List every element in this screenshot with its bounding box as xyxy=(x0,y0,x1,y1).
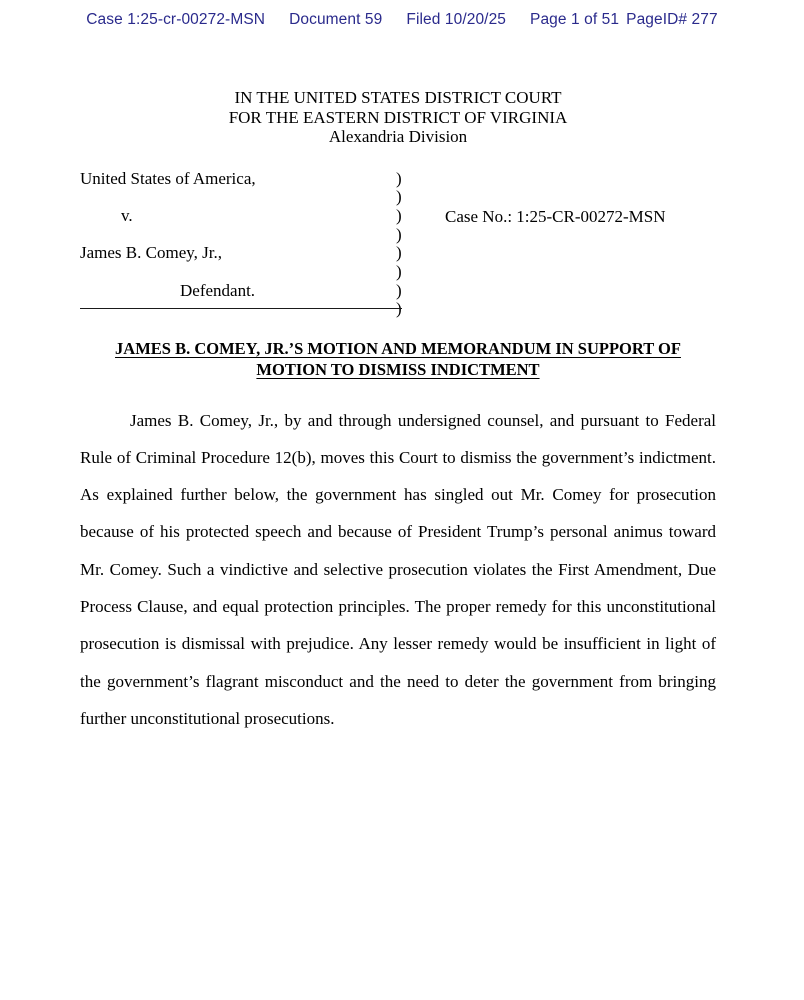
caption-plaintiff: United States of America, xyxy=(80,168,256,188)
document-title-row-2 xyxy=(80,359,716,380)
court-heading-line-2: FOR THE EASTERN DISTRICT OF VIRGINIA xyxy=(228,107,568,127)
document-title-line-1: JAMES B. COMEY, JR.’S MOTION AND MEMORANDUM IN SUPPORT OF xyxy=(115,338,681,358)
caption-case-number: Case No.: 1:25-CR-00272-MSN xyxy=(445,206,666,226)
caption-defendant-label: Defendant. xyxy=(180,280,256,300)
ecf-stamp-header xyxy=(0,0,804,40)
caption-paren: ) xyxy=(396,261,402,281)
caption-defendant-name: James B. Comey, Jr., xyxy=(80,243,222,263)
case-caption xyxy=(80,168,716,319)
caption-blank xyxy=(80,263,410,282)
document-title xyxy=(80,338,716,380)
caption-blank xyxy=(80,226,410,245)
caption-parties xyxy=(80,170,410,301)
caption-paren: ) xyxy=(396,299,402,319)
caption-bottom-rule xyxy=(80,308,402,309)
ecf-page-id: PageID# 277 xyxy=(626,11,718,28)
ecf-filed-date: Filed 10/20/25 xyxy=(406,11,507,28)
caption-versus: v. xyxy=(121,205,133,225)
document-title-line-2: MOTION TO DISMISS INDICTMENT xyxy=(256,359,540,379)
ecf-document-number: Document 59 xyxy=(289,11,383,28)
caption-paren-column xyxy=(396,170,416,320)
ecf-case-number: Case 1:25-cr-00272-MSN xyxy=(86,11,266,28)
caption-paren: ) xyxy=(396,187,402,207)
document-title-row-1 xyxy=(80,338,716,359)
court-heading xyxy=(80,88,716,147)
caption-paren: ) xyxy=(396,224,402,244)
caption-paren: ) xyxy=(396,168,402,188)
court-heading-line-1: IN THE UNITED STATES DISTRICT COURT xyxy=(234,88,562,107)
ecf-page-number: Page 1 of 51 xyxy=(530,11,620,28)
caption-paren: ) xyxy=(396,243,402,263)
document-content xyxy=(80,88,716,737)
court-heading-division: Alexandria Division xyxy=(328,127,468,146)
caption-blank xyxy=(80,188,410,207)
body-paragraph: James B. Comey, Jr., by and through undersigned counsel, and pursuant to Federal Rule of Criminal Procedure 12(b), moves this Court to dismiss the government’s indictment. As explained further below, the government has singled out Mr. Comey for prosecution because of his protected speech and because of President Trump’s personal animus toward Mr. Comey. Such a vindictive and selective prosecution violates the First Amendment, Due Process Clause, and equal protection principles. The proper remedy for this unconstitutional prosecution is dismissal with prejudice. Any lesser remedy would be insufficient in light of the government’s flagrant misconduct and the need to deter the government from bringing further unconstitutional prosecutions. xyxy=(80,410,716,728)
caption-paren: ) xyxy=(396,205,402,225)
caption-paren: ) xyxy=(396,280,402,300)
